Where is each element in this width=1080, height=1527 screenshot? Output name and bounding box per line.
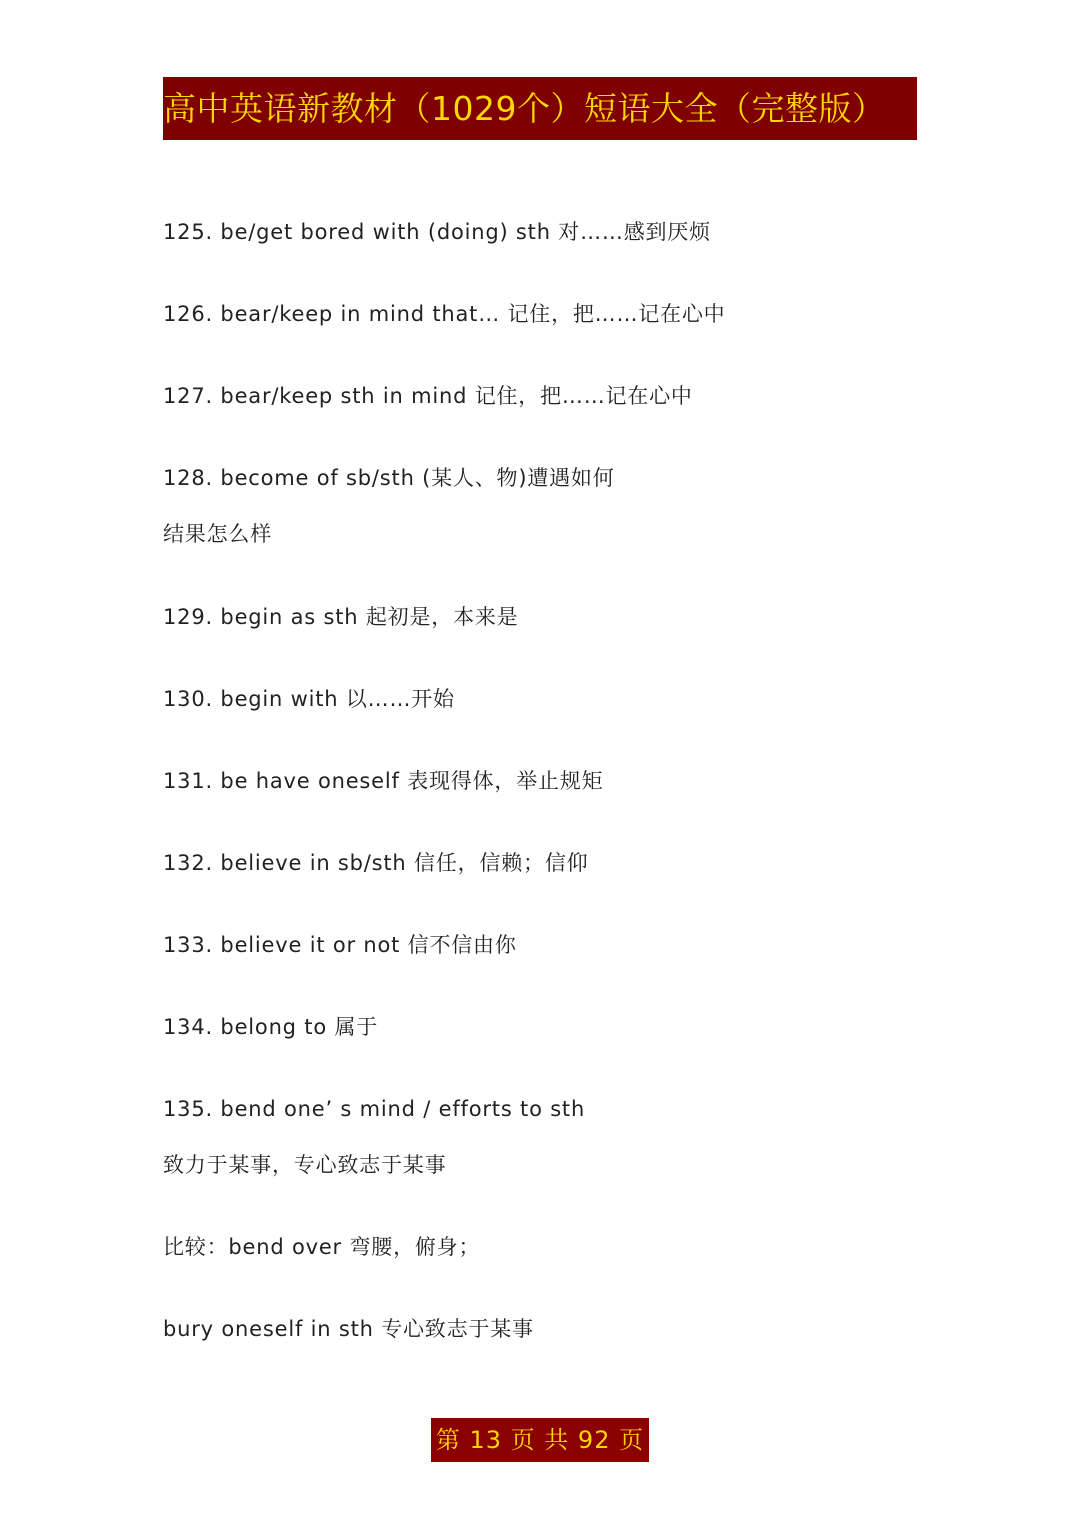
phrase-entry-129: 129. begin as sth 起初是，本来是 [163,605,519,629]
phrase-entry-133: 133. believe it or not 信不信由你 [163,933,517,957]
phrase-entry-132: 132. believe in sb/sth 信任，信赖；信仰 [163,851,589,875]
phrase-entry-135-continuation: 致力于某事，专心致志于某事 [163,1153,447,1177]
phrase-entry-134: 134. belong to 属于 [163,1015,379,1039]
phrase-compare-note: 比较：bend over 弯腰，俯身； [163,1235,481,1259]
phrase-compare-note-2: bury oneself in sth 专心致志于某事 [163,1317,534,1341]
phrase-entry-131: 131. be have oneself 表现得体，举止规矩 [163,769,604,793]
phrase-entry-128-continuation: 结果怎么样 [163,522,272,546]
phrase-entry-135: 135. bend one’ s mind / efforts to sth [163,1097,586,1121]
phrase-entry-125: 125. be/get bored with (doing) sth 对……感到厌烦 [163,220,711,244]
page-title: 高中英语新教材（1029个）短语大全（完整版） [163,77,917,140]
page-number-footer: 第 13 页 共 92 页 [431,1418,649,1462]
phrase-entry-126: 126. bear/keep in mind that… 记住，把……记在心中 [163,302,726,326]
phrase-entry-130: 130. begin with 以……开始 [163,687,455,711]
phrase-entry-128: 128. become of sb/sth (某人、物)遭遇如何 [163,466,615,490]
phrase-entry-127: 127. bear/keep sth in mind 记住，把……记在心中 [163,384,693,408]
